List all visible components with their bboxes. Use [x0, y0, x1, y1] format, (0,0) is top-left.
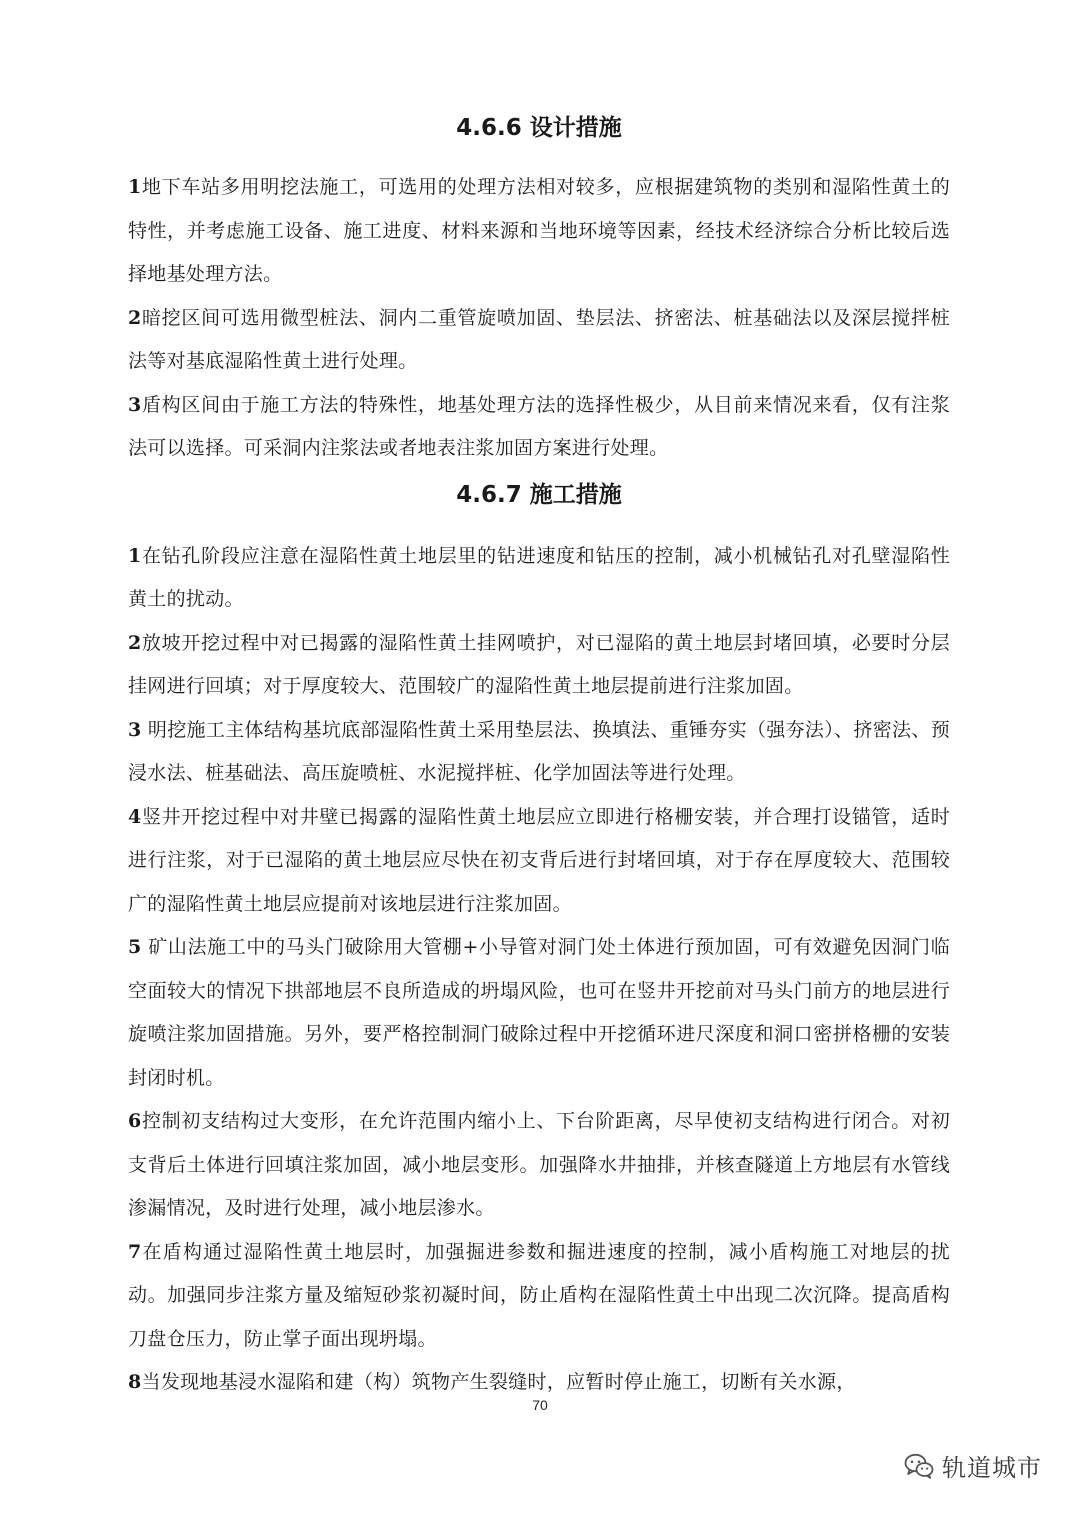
paragraph-text: 暗挖区间可选用微型桩法、洞内二重管旋喷加固、垫层法、挤密法、桩基础法以及深层搅拌桩法等对基底湿陷性黄土进行处理。: [128, 306, 950, 372]
paragraph-text: 在盾构通过湿陷性黄土地层时，加强掘进参数和掘进速度的控制，减小盾构施工对地层的扰动。加强同步注浆方量及缩短砂浆初凝时间，防止盾构在湿陷性黄土中出现二次沉降。提高盾构刀盘仓压力，防止掌子面出现坍塌。: [128, 1240, 950, 1350]
paragraph-number: 7: [128, 1240, 142, 1263]
paragraph-text: 盾构区间由于施工方法的特殊性，地基处理方法的选择性极少，从目前来情况来看，仅有注浆法可以选择。可采洞内注浆法或者地表注浆加固方案进行处理。: [128, 393, 950, 459]
paragraph: [128, 166, 950, 297]
paragraph-number: 6: [128, 1110, 142, 1132]
paragraph-number: 2: [128, 631, 142, 654]
paragraph: [128, 622, 950, 709]
paragraph-number: 1: [128, 176, 142, 198]
paragraph: [128, 926, 950, 1100]
page-number: 70: [532, 1397, 548, 1413]
paragraph: [128, 709, 950, 796]
paragraph: [128, 1231, 950, 1362]
paragraph-number: 3: [128, 718, 142, 741]
paragraph: [128, 1100, 950, 1231]
paragraph-text: 明挖施工主体结构基坑底部湿陷性黄土采用垫层法、换填法、重锤夯实（强夯法）、挤密法、预浸水法、桩基础法、高压旋喷桩、水泥搅拌桩、化学加固法等进行处理。: [128, 718, 950, 784]
section-title-4-6-7: 4.6.7 施工措施: [456, 481, 622, 508]
paragraph-text: 地下车站多用明挖法施工，可选用的处理方法相对较多，应根据建筑物的类别和湿陷性黄土的特性，并考虑施工设备、施工进度、材料来源和当地环境等因素，经技术经济综合分析比较后选择地基处理方法。: [128, 176, 950, 285]
paragraph: [128, 535, 950, 622]
paragraph-number: 4: [128, 805, 142, 828]
paragraph-text: 控制初支结构过大变形，在允许范围内缩小上、下台阶距离，尽早使初支结构进行闭合。对初支背后土体进行回填注浆加固，减小地层变形。加强降水井抽排，并核查隧道上方地层有水管线渗漏情况，及时进行处理，减小地层渗水。: [128, 1110, 950, 1219]
section-title-4-6-6: 4.6.6 设计措施: [456, 115, 622, 141]
watermark-text: 轨道城市: [942, 1454, 1042, 1482]
paragraph-number: 5: [128, 936, 142, 958]
paragraph: [128, 297, 950, 384]
paragraph-text: 在钻孔阶段应注意在湿陷性黄土地层里的钻进速度和钻压的控制，减小机械钻孔对孔壁湿陷性黄土的扰动。: [128, 544, 950, 610]
paragraph-number: 3: [128, 393, 142, 416]
paragraph: [128, 384, 950, 471]
paragraph: [128, 796, 950, 927]
wechat-icon: [904, 1453, 934, 1479]
paragraph-text: 当发现地基浸水湿陷和建（构）筑物产生裂缝时，应暂时停止施工，切断有关水源，: [141, 1371, 856, 1393]
document-page: [128, 108, 950, 1405]
watermark: [904, 1448, 1042, 1483]
paragraph-text: 竖井开挖过程中对井壁已揭露的湿陷性黄土地层应立即进行格栅安装，并合理打设锚管，适时进行注浆，对于已湿陷的黄土地层应尽快在初支背后进行封堵回填，对于存在厚度较大、范围较广的湿陷性黄土地层应提前对该地层进行注浆加固。: [128, 805, 950, 915]
paragraph-text: 放坡开挖过程中对已揭露的湿陷性黄土挂网喷护，对已湿陷的黄土地层封堵回填，必要时分层挂网进行回填；对于厚度较大、范围较广的湿陷性黄土地层提前进行注浆加固。: [128, 631, 950, 697]
paragraph-number: 2: [128, 306, 142, 329]
paragraph-number: 8: [128, 1371, 142, 1393]
paragraph-number: 1: [128, 544, 142, 567]
paragraph-text: 矿山法施工中的马头门破除用大管棚+小导管对洞门处土体进行预加固，可有效避免因洞门临空面较大的情况下拱部地层不良所造成的坍塌风险，也可在竖井开挖前对马头门前方的地层进行旋喷注浆加固措施。另外，要严格控制洞门破除过程中开挖循环进尺深度和洞口密拼格栅的安装封闭时机。: [128, 936, 950, 1089]
